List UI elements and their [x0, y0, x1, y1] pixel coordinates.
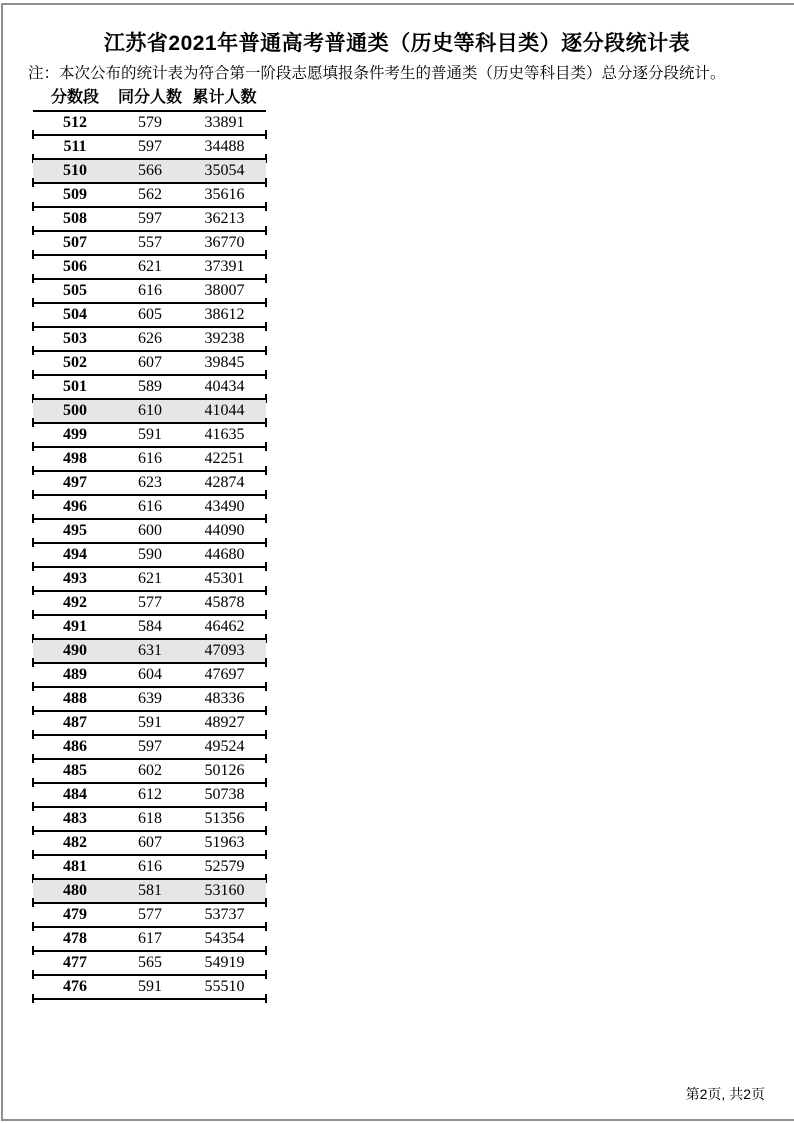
table-row	[33, 160, 266, 184]
table-row	[33, 520, 266, 544]
score-cell: 507	[63, 234, 87, 251]
cumulative-count-cell: 55510	[204, 978, 245, 995]
table-row	[33, 496, 266, 520]
score-cell: 506	[63, 258, 87, 275]
score-cell: 502	[63, 354, 87, 371]
same-score-count-cell: 626	[138, 330, 162, 347]
same-score-count-cell: 616	[138, 498, 162, 515]
cumulative-count-cell: 42251	[204, 450, 245, 467]
cumulative-count-cell: 51963	[204, 834, 245, 851]
same-score-count-cell: 604	[138, 666, 162, 683]
same-score-count-cell: 610	[138, 402, 162, 419]
same-score-count-cell: 607	[138, 354, 162, 371]
cumulative-count-cell: 33891	[204, 114, 245, 131]
score-cell: 504	[63, 306, 87, 323]
cumulative-count-cell: 38007	[204, 282, 245, 299]
same-score-count-cell: 639	[138, 690, 162, 707]
score-cell: 510	[63, 162, 87, 179]
table-row	[33, 808, 266, 832]
same-score-count-cell: 597	[138, 138, 162, 155]
same-score-count-cell: 565	[138, 954, 162, 971]
score-cell: 480	[63, 882, 87, 899]
cumulative-count-cell: 54919	[204, 954, 245, 971]
score-cell: 479	[63, 906, 87, 923]
cumulative-count-cell: 47697	[204, 666, 245, 683]
score-cell: 482	[63, 834, 87, 851]
cumulative-count-cell: 36770	[204, 234, 245, 251]
cumulative-count-cell: 48336	[204, 690, 245, 707]
table-row	[33, 928, 266, 952]
cumulative-count-cell: 41635	[204, 426, 245, 443]
score-cell: 476	[63, 978, 87, 995]
score-cell: 491	[63, 618, 87, 635]
same-score-count-cell: 584	[138, 618, 162, 635]
cumulative-count-cell: 49524	[204, 738, 245, 755]
table-row	[33, 616, 266, 640]
same-score-count-cell: 602	[138, 762, 162, 779]
score-cell: 477	[63, 954, 87, 971]
cumulative-count-cell: 48927	[204, 714, 245, 731]
cumulative-count-cell: 47093	[204, 642, 245, 659]
table-row	[33, 952, 266, 976]
table-row	[33, 736, 266, 760]
same-score-count-cell: 591	[138, 978, 162, 995]
score-cell: 493	[63, 570, 87, 587]
cumulative-count-cell: 45301	[204, 570, 245, 587]
table-row	[33, 280, 266, 304]
table-row	[33, 664, 266, 688]
table-row	[33, 328, 266, 352]
same-score-count-cell: 621	[138, 258, 162, 275]
cumulative-count-cell: 50738	[204, 786, 245, 803]
table-row	[33, 976, 266, 1000]
table-row	[33, 304, 266, 328]
cumulative-count-cell: 44680	[204, 546, 245, 563]
same-score-count-cell: 591	[138, 714, 162, 731]
same-score-count-cell: 618	[138, 810, 162, 827]
cumulative-count-cell: 54354	[204, 930, 245, 947]
score-cell: 499	[63, 426, 87, 443]
score-cell: 492	[63, 594, 87, 611]
score-cell: 494	[63, 546, 87, 563]
column-header-same-score-count: 同分人数	[117, 89, 182, 106]
table-row	[33, 880, 266, 904]
score-cell: 496	[63, 498, 87, 515]
same-score-count-cell: 612	[138, 786, 162, 803]
table-row	[33, 544, 266, 568]
table-row	[33, 424, 266, 448]
score-cell: 497	[63, 474, 87, 491]
score-cell: 508	[63, 210, 87, 227]
table-row	[33, 688, 266, 712]
cumulative-count-cell: 40434	[204, 378, 245, 395]
score-cell: 485	[63, 762, 87, 779]
note-text: 注：本次公布的统计表为符合第一阶段志愿填报条件考生的普通类（历史等科目类）总分逐分段统计。	[28, 65, 726, 82]
same-score-count-cell: 607	[138, 834, 162, 851]
cumulative-count-cell: 46462	[204, 618, 245, 635]
table-header-row	[33, 86, 266, 112]
score-cell: 487	[63, 714, 87, 731]
table-row	[33, 832, 266, 856]
table-row	[33, 472, 266, 496]
same-score-count-cell: 621	[138, 570, 162, 587]
table-row	[33, 640, 266, 664]
cumulative-count-cell: 52579	[204, 858, 245, 875]
cumulative-count-cell: 37391	[204, 258, 245, 275]
cumulative-count-cell: 42874	[204, 474, 245, 491]
table-row	[33, 256, 266, 280]
score-cell: 509	[63, 186, 87, 203]
table-body	[33, 112, 266, 1000]
score-distribution-table	[33, 86, 266, 1000]
score-cell: 505	[63, 282, 87, 299]
same-score-count-cell: 557	[138, 234, 162, 251]
table-row	[33, 592, 266, 616]
cumulative-count-cell: 53160	[204, 882, 245, 899]
cumulative-count-cell: 44090	[204, 522, 245, 539]
cumulative-count-cell: 38612	[204, 306, 245, 323]
table-row	[33, 760, 266, 784]
page-title: 江苏省2021年普通高考普通类（历史等科目类）逐分段统计表	[103, 32, 691, 55]
score-cell: 511	[63, 138, 87, 155]
same-score-count-cell: 566	[138, 162, 162, 179]
same-score-count-cell: 616	[138, 858, 162, 875]
table-row	[33, 784, 266, 808]
same-score-count-cell: 631	[138, 642, 162, 659]
column-header-cumulative-count: 累计人数	[192, 89, 257, 106]
column-header-score-band: 分数段	[50, 89, 99, 106]
score-cell: 484	[63, 786, 87, 803]
page-number: 第2页, 共2页	[685, 1086, 765, 1102]
cumulative-count-cell: 39238	[204, 330, 245, 347]
score-cell: 486	[63, 738, 87, 755]
table-row	[33, 448, 266, 472]
table-row	[33, 712, 266, 736]
cumulative-count-cell: 50126	[204, 762, 245, 779]
score-cell: 512	[63, 114, 87, 131]
same-score-count-cell: 597	[138, 210, 162, 227]
same-score-count-cell: 616	[138, 450, 162, 467]
score-cell: 490	[63, 642, 87, 659]
same-score-count-cell: 579	[138, 114, 162, 131]
score-cell: 483	[63, 810, 87, 827]
score-cell: 478	[63, 930, 87, 947]
score-cell: 503	[63, 330, 87, 347]
cumulative-count-cell: 36213	[204, 210, 245, 227]
table-row	[33, 352, 266, 376]
score-cell: 501	[63, 378, 87, 395]
cumulative-count-cell: 35054	[204, 162, 245, 179]
table-row	[33, 568, 266, 592]
table-row	[33, 856, 266, 880]
same-score-count-cell: 617	[138, 930, 162, 947]
cumulative-count-cell: 43490	[204, 498, 245, 515]
same-score-count-cell: 589	[138, 378, 162, 395]
same-score-count-cell: 590	[138, 546, 162, 563]
same-score-count-cell: 616	[138, 282, 162, 299]
score-cell: 481	[63, 858, 87, 875]
cumulative-count-cell: 53737	[204, 906, 245, 923]
table-row	[33, 208, 266, 232]
table-row	[33, 136, 266, 160]
score-cell: 495	[63, 522, 87, 539]
score-cell: 489	[63, 666, 87, 683]
cumulative-count-cell: 41044	[204, 402, 245, 419]
cumulative-count-cell: 35616	[204, 186, 245, 203]
score-cell: 500	[63, 402, 87, 419]
score-cell: 488	[63, 690, 87, 707]
same-score-count-cell: 605	[138, 306, 162, 323]
table-row	[33, 112, 266, 136]
same-score-count-cell: 600	[138, 522, 162, 539]
cumulative-count-cell: 39845	[204, 354, 245, 371]
same-score-count-cell: 577	[138, 906, 162, 923]
table-row	[33, 904, 266, 928]
cumulative-count-cell: 45878	[204, 594, 245, 611]
table-row	[33, 232, 266, 256]
cumulative-count-cell: 34488	[204, 138, 245, 155]
score-cell: 498	[63, 450, 87, 467]
same-score-count-cell: 591	[138, 426, 162, 443]
same-score-count-cell: 597	[138, 738, 162, 755]
same-score-count-cell: 577	[138, 594, 162, 611]
table-row	[33, 400, 266, 424]
same-score-count-cell: 623	[138, 474, 162, 491]
table-row	[33, 184, 266, 208]
same-score-count-cell: 562	[138, 186, 162, 203]
table-row	[33, 376, 266, 400]
cumulative-count-cell: 51356	[204, 810, 245, 827]
same-score-count-cell: 581	[138, 882, 162, 899]
